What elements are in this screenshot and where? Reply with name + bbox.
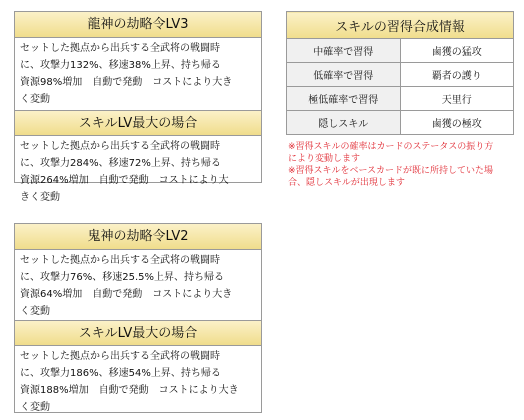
table-row bbox=[287, 87, 514, 111]
row-label: 中確率で習得 bbox=[287, 39, 401, 63]
synthesis-info-table bbox=[286, 11, 514, 135]
skill-max-description: セットした拠点から出兵する全武将の戦闘時 に、攻撃力186%、移速54%上昇、持ち帰る 資源188%増加 自動で発動 コストにより大き く変動 bbox=[20, 351, 239, 413]
table-row bbox=[287, 111, 514, 135]
row-label: 極低確率で習得 bbox=[287, 87, 401, 111]
row-value: 覇者の護り bbox=[400, 63, 514, 87]
skill-title: 鬼神の劫略令LV2 bbox=[15, 224, 261, 250]
row-value: 鹵獲の極攻 bbox=[400, 111, 514, 135]
row-value: 鹵獲の猛攻 bbox=[400, 39, 514, 63]
skill-panel-ryujin bbox=[14, 11, 262, 203]
skill-max-title: スキルLV最大の場合 bbox=[15, 320, 261, 346]
table-row bbox=[287, 39, 514, 63]
table-row bbox=[287, 63, 514, 87]
synthesis-note: ※習得スキルの確率はカードのステータスの振り方 により変動します ※習得スキルをベースカードが既に所持していた場 合、隠しスキルが出現します bbox=[288, 142, 494, 188]
skill-max-description: セットした拠点から出兵する全武将の戦闘時 に、攻撃力284%、移速72%上昇、持ち帰る 資源264%増加 自動で発動 コストにより大 きく変動 bbox=[20, 141, 229, 203]
row-label: 隠しスキル bbox=[287, 111, 401, 135]
skill-description: セットした拠点から出兵する全武将の戦闘時 に、攻撃力132%、移速38%上昇、持ち帰る 資源98%増加 自動で発動 コストにより大き く変動 bbox=[20, 43, 233, 105]
synthesis-table-title: スキルの習得合成情報 bbox=[287, 12, 514, 39]
skill-title: 龍神の劫略令LV3 bbox=[15, 12, 261, 38]
skill-max-title: スキルLV最大の場合 bbox=[15, 110, 261, 136]
row-value: 天里行 bbox=[400, 87, 514, 111]
skill-description: セットした拠点から出兵する全武将の戦闘時 に、攻撃力76%、移速25.5%上昇、持ち帰る 資源64%増加 自動で発動 コストにより大き く変動 bbox=[20, 255, 233, 317]
skill-panel-kijin bbox=[14, 223, 262, 413]
row-label: 低確率で習得 bbox=[287, 63, 401, 87]
